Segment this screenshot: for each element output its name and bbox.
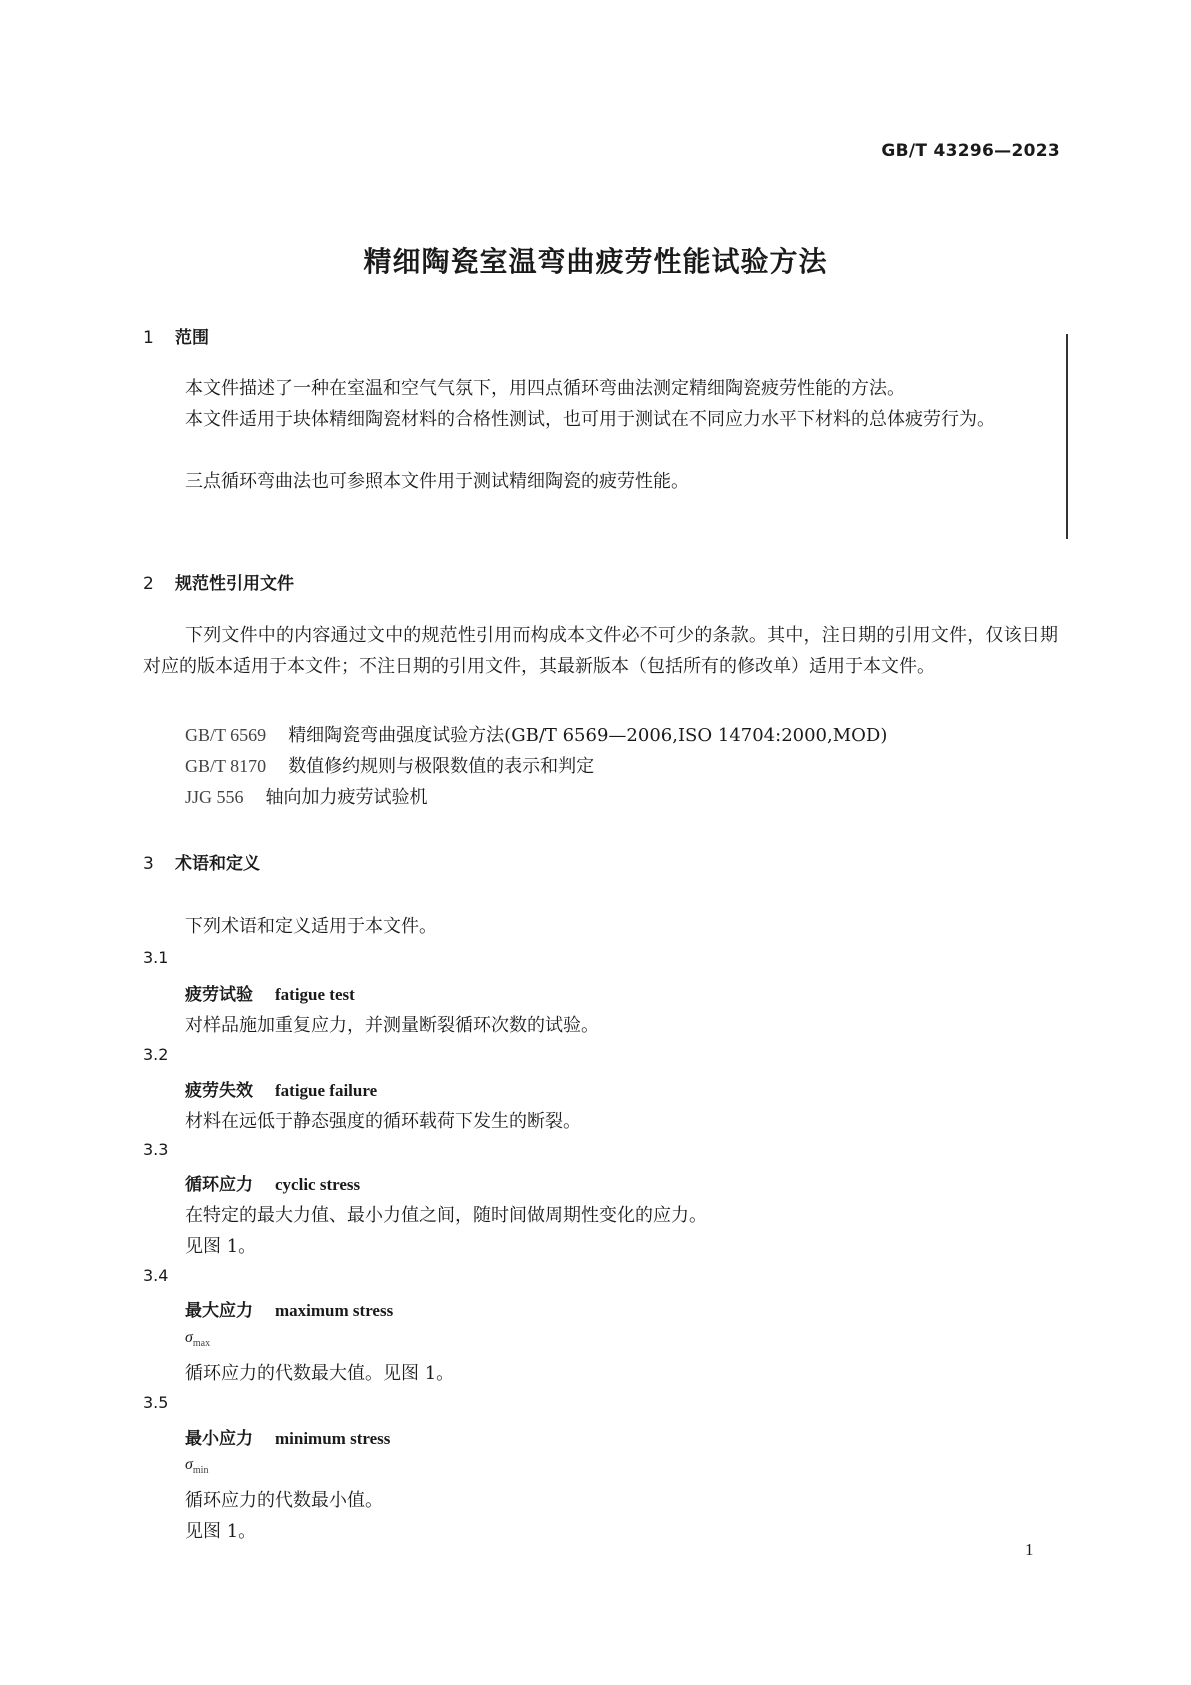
reference-item — [185, 752, 594, 778]
reference-item — [185, 783, 428, 809]
term-name-zh: 最大应力 — [185, 1301, 253, 1321]
term-name-zh: 疲劳试验 — [185, 985, 253, 1005]
section-3-heading — [143, 849, 260, 874]
section-1-paragraph-3: 三点循环弯曲法也可参照本文件用于测试精细陶瓷的疲劳性能。 — [185, 471, 689, 492]
term-definition: 对样品施加重复应力，并测量断裂循环次数的试验。 — [185, 1015, 599, 1036]
term-name — [185, 980, 355, 1005]
term-name-en: maximum stress — [275, 1301, 394, 1320]
reference-title: 轴向加力疲劳试验机 — [265, 787, 428, 808]
term-name-en: cyclic stress — [275, 1175, 361, 1194]
section-1-paragraph-1: 本文件描述了一种在室温和空气气氛下，用四点循环弯曲法测定精细陶瓷疲劳性能的方法。 — [185, 378, 905, 399]
term-name-en: minimum stress — [275, 1429, 391, 1448]
section-1-paragraph-2: 本文件适用于块体精细陶瓷材料的合格性测试，也可用于测试在不同应力水平下材料的总体疲劳行为。 — [185, 409, 995, 430]
page-number: 1 — [1025, 1540, 1034, 1559]
term-name — [185, 1170, 360, 1195]
document-title: 精细陶瓷室温弯曲疲劳性能试验方法 — [363, 245, 828, 278]
reference-code: JJG 556 — [185, 787, 244, 807]
term-name-zh: 循环应力 — [185, 1175, 253, 1195]
reference-code: GB/T 6569 — [185, 725, 267, 745]
term-number: 3.4 — [143, 1266, 169, 1285]
term-number: 3.3 — [143, 1140, 169, 1159]
term-number: 3.1 — [143, 948, 169, 967]
symbol-sigma: σ — [185, 1329, 193, 1346]
term-note: 见图 1。 — [185, 1236, 257, 1257]
section-title: 规范性引用文件 — [175, 574, 294, 594]
section-2-paragraph: 下列文件中的内容通过文中的规范性引用而构成本文件必不可少的条款。其中，注日期的引用文件，仅该日期对应的版本适用于本文件；不注日期的引用文件，其最新版本（包括所有的修改单）适用于本文件。 — [143, 625, 1058, 677]
term-symbol — [185, 1329, 210, 1349]
symbol-subscript: max — [192, 1338, 211, 1350]
term-name-en: fatigue failure — [275, 1081, 378, 1100]
document-number: GB/T 43296—2023 — [881, 141, 1060, 161]
symbol-sigma: σ — [185, 1456, 193, 1473]
term-symbol — [185, 1456, 208, 1476]
section-1-heading — [143, 323, 209, 348]
reference-code: GB/T 8170 — [185, 756, 267, 776]
term-note: 见图 1。 — [185, 1521, 257, 1542]
section-2-heading — [143, 569, 294, 594]
term-name-zh: 疲劳失效 — [185, 1081, 253, 1101]
section-title: 术语和定义 — [175, 854, 260, 874]
term-definition: 循环应力的代数最大值。见图 1。 — [185, 1363, 455, 1384]
term-name — [185, 1076, 377, 1101]
reference-title: 数值修约规则与极限数值的表示和判定 — [288, 756, 595, 777]
section-3-intro: 下列术语和定义适用于本文件。 — [185, 916, 437, 937]
section-number: 2 — [143, 574, 154, 594]
section-number: 1 — [143, 328, 154, 348]
reference-item — [185, 721, 887, 747]
reference-title: 精细陶瓷弯曲强度试验方法(GB/T 6569—2006,ISO 14704:2000,MOD) — [288, 725, 888, 746]
term-number: 3.5 — [143, 1393, 169, 1412]
term-definition: 材料在远低于静态强度的循环载荷下发生的断裂。 — [185, 1111, 581, 1132]
symbol-subscript: min — [192, 1465, 209, 1477]
term-name-zh: 最小应力 — [185, 1429, 253, 1449]
term-name — [185, 1424, 390, 1449]
revision-bar — [1066, 334, 1068, 539]
term-definition: 在特定的最大力值、最小力值之间，随时间做周期性变化的应力。 — [185, 1205, 707, 1226]
term-name — [185, 1296, 393, 1321]
term-name-en: fatigue test — [275, 985, 355, 1004]
section-title: 范围 — [175, 328, 209, 348]
section-number: 3 — [143, 854, 154, 874]
term-number: 3.2 — [143, 1045, 169, 1064]
term-definition: 循环应力的代数最小值。 — [185, 1490, 383, 1511]
